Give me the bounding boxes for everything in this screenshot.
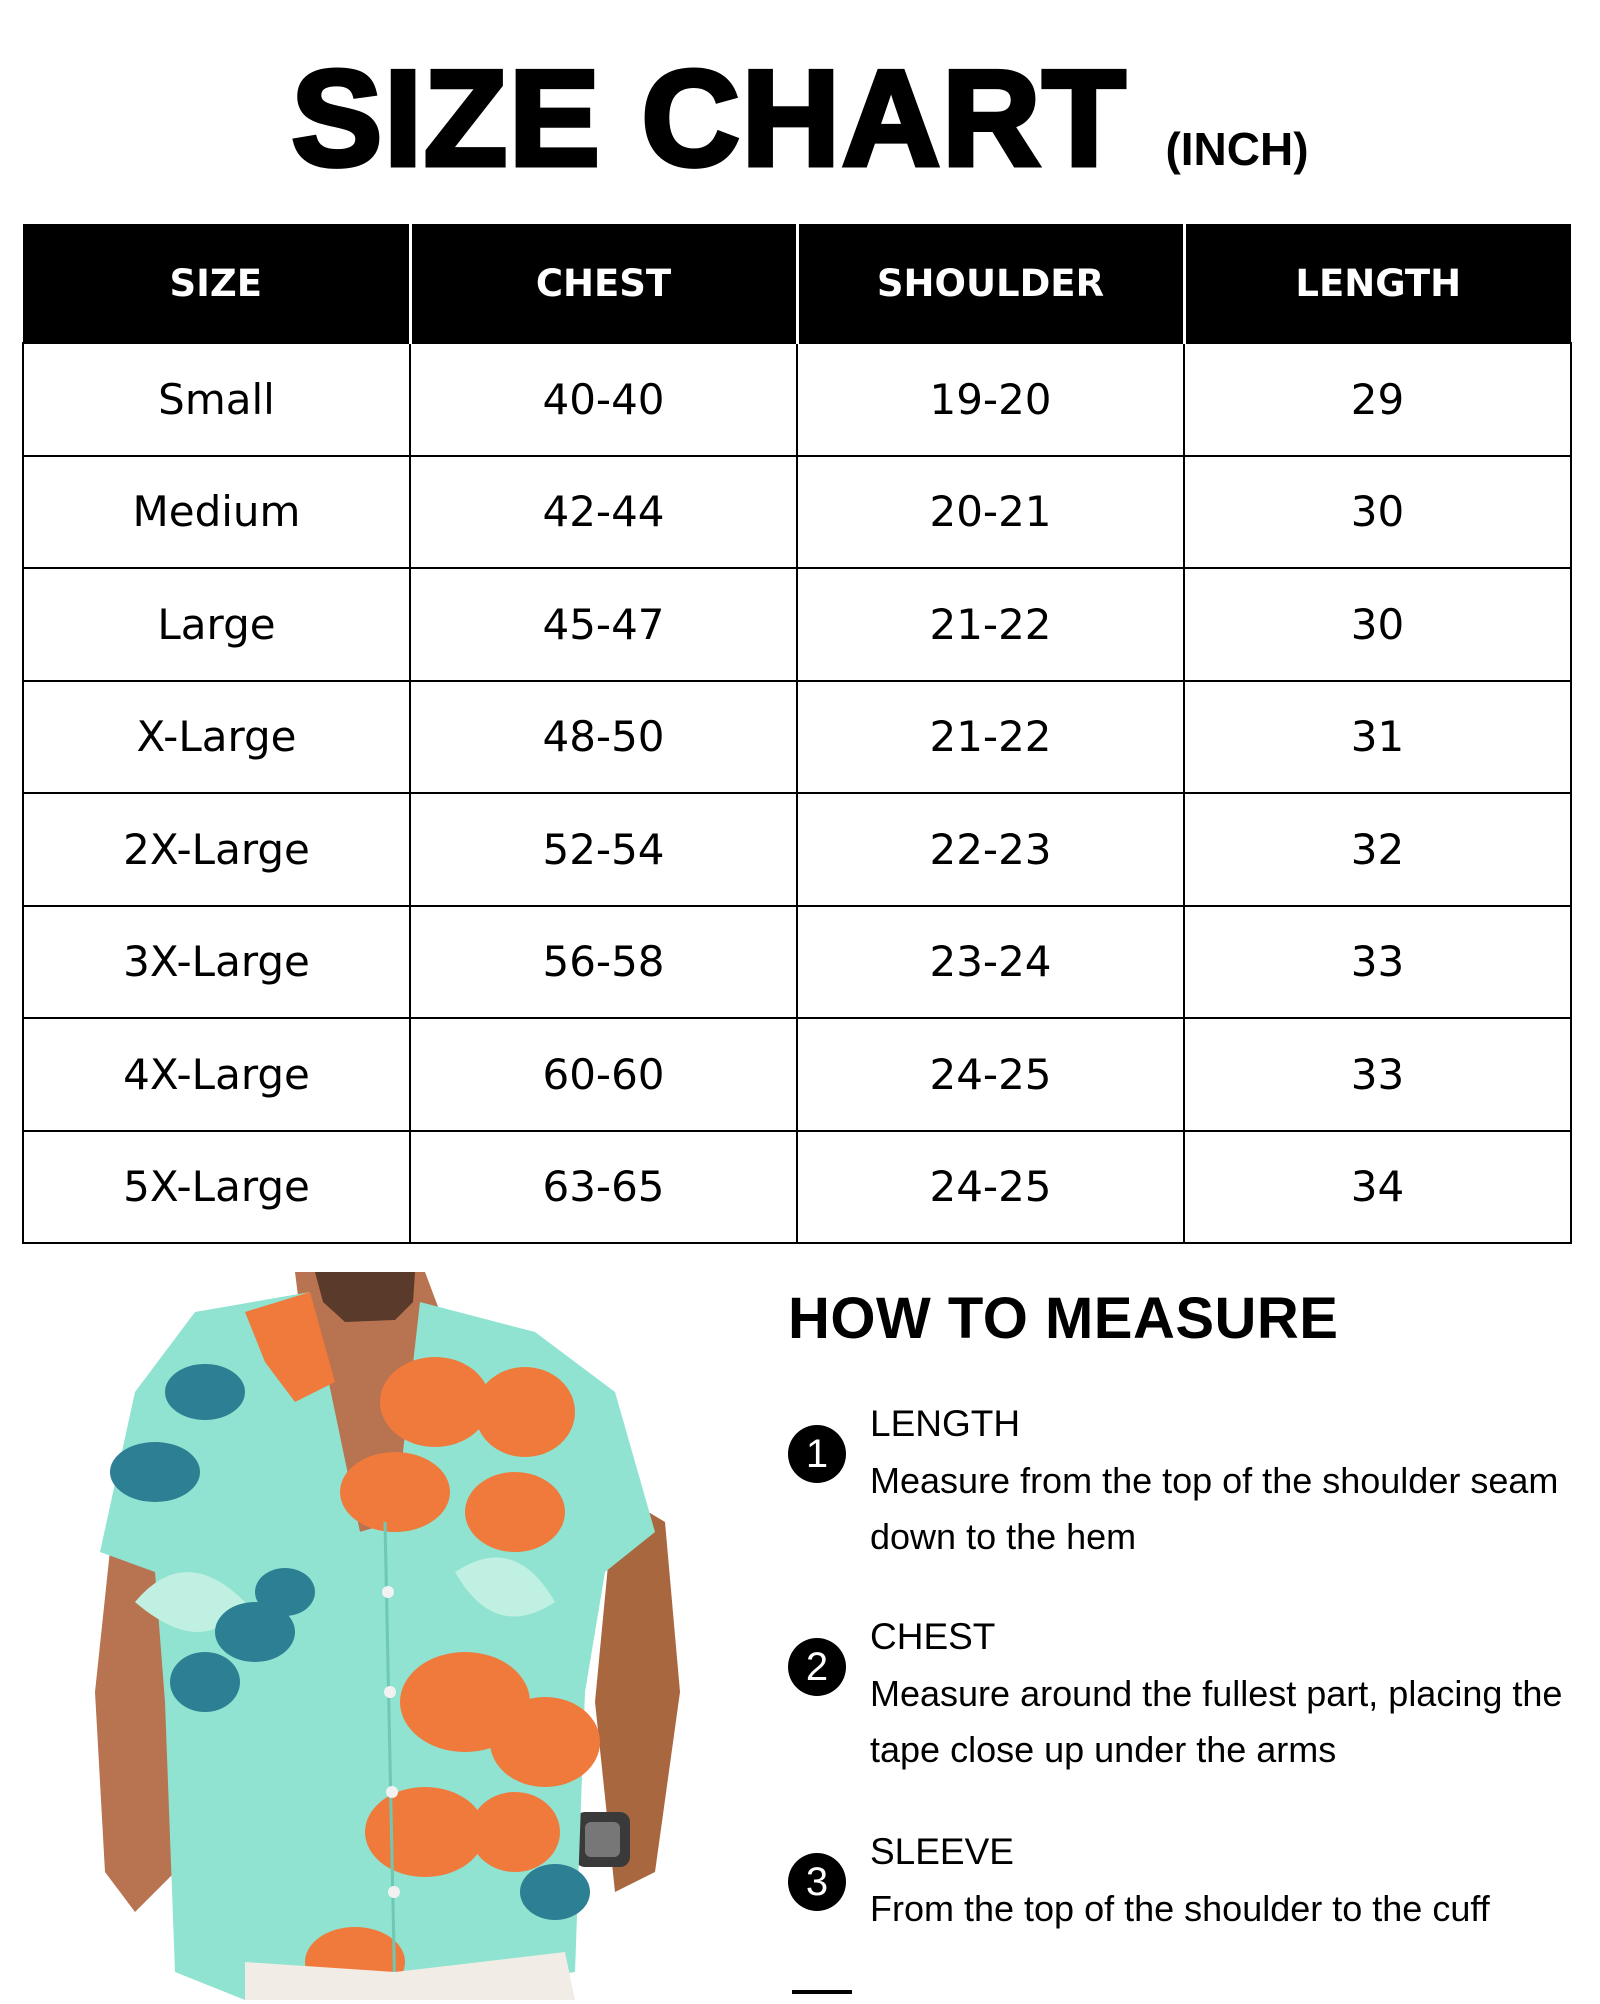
cell-length: 30 bbox=[1184, 456, 1571, 569]
size-chart-title bbox=[0, 40, 1600, 196]
cell-size: X-Large bbox=[23, 681, 410, 794]
header-size: SIZE bbox=[23, 224, 410, 343]
cell-size: 5X-Large bbox=[23, 1131, 410, 1244]
step-description: From the top of the shoulder to the cuff bbox=[870, 1888, 1490, 1929]
how-to-measure-section bbox=[788, 1285, 1588, 1929]
step-description: Measure around the fullest part, placing the tape close up under the arms bbox=[870, 1673, 1563, 1770]
cell-size: 3X-Large bbox=[23, 906, 410, 1019]
cell-chest: 48-50 bbox=[410, 681, 797, 794]
how-to-measure-heading: HOW TO MEASURE bbox=[788, 1286, 1339, 1351]
cell-chest: 56-58 bbox=[410, 906, 797, 1019]
table-row bbox=[23, 456, 1571, 569]
header-shoulder: SHOULDER bbox=[797, 224, 1184, 343]
cell-shoulder: 24-25 bbox=[797, 1131, 1184, 1244]
cell-shoulder: 24-25 bbox=[797, 1018, 1184, 1131]
table-row bbox=[23, 906, 1571, 1019]
product-photo bbox=[95, 1272, 685, 2000]
cell-length: 32 bbox=[1184, 793, 1571, 906]
step-description: Measure from the top of the shoulder seam down to the hem bbox=[870, 1460, 1559, 1557]
cell-shoulder: 19-20 bbox=[797, 343, 1184, 456]
cell-shoulder: 21-22 bbox=[797, 568, 1184, 681]
cell-length: 33 bbox=[1184, 906, 1571, 1019]
header-chest: CHEST bbox=[410, 224, 797, 343]
cell-length: 30 bbox=[1184, 568, 1571, 681]
table-row bbox=[23, 343, 1571, 456]
size-table bbox=[22, 224, 1572, 1244]
table-row bbox=[23, 1131, 1571, 1244]
step-number-badge: 2 bbox=[788, 1638, 846, 1696]
cell-length: 31 bbox=[1184, 681, 1571, 794]
cropped-glyph bbox=[792, 1990, 852, 2004]
table-row bbox=[23, 1018, 1571, 1131]
cell-size: Medium bbox=[23, 456, 410, 569]
title-text: SIZE CHART bbox=[291, 42, 1128, 194]
cell-shoulder: 20-21 bbox=[797, 456, 1184, 569]
cell-size: 2X-Large bbox=[23, 793, 410, 906]
unit-label: (INCH) bbox=[1165, 123, 1309, 175]
table-row bbox=[23, 793, 1571, 906]
cell-shoulder: 21-22 bbox=[797, 681, 1184, 794]
cell-length: 34 bbox=[1184, 1131, 1571, 1244]
step-title: CHEST bbox=[870, 1616, 996, 1657]
cell-size: Small bbox=[23, 343, 410, 456]
table-row bbox=[23, 681, 1571, 794]
cell-chest: 60-60 bbox=[410, 1018, 797, 1131]
cell-shoulder: 23-24 bbox=[797, 906, 1184, 1019]
cell-length: 29 bbox=[1184, 343, 1571, 456]
cell-length: 33 bbox=[1184, 1018, 1571, 1131]
cell-chest: 42-44 bbox=[410, 456, 797, 569]
step-title: LENGTH bbox=[870, 1403, 1021, 1444]
cell-chest: 52-54 bbox=[410, 793, 797, 906]
table-header-row bbox=[23, 224, 1571, 343]
step-title: SLEEVE bbox=[870, 1831, 1014, 1872]
cell-shoulder: 22-23 bbox=[797, 793, 1184, 906]
cell-chest: 63-65 bbox=[410, 1131, 797, 1244]
cell-chest: 45-47 bbox=[410, 568, 797, 681]
cell-chest: 40-40 bbox=[410, 343, 797, 456]
step-number-badge: 3 bbox=[788, 1853, 846, 1911]
cell-size: 4X-Large bbox=[23, 1018, 410, 1131]
shirt-illustration bbox=[95, 1272, 685, 2000]
cell-size: Large bbox=[23, 568, 410, 681]
header-length: LENGTH bbox=[1184, 224, 1571, 343]
step-number-badge: 1 bbox=[788, 1425, 846, 1483]
table-row bbox=[23, 568, 1571, 681]
